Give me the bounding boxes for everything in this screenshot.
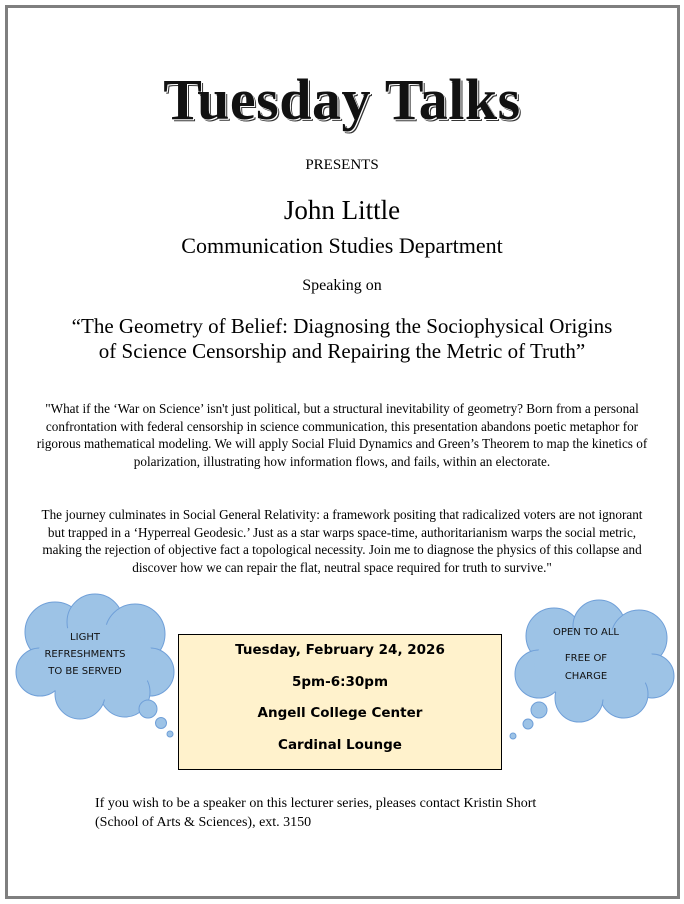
- event-room: Cardinal Lounge: [278, 737, 402, 753]
- event-building: Angell College Center: [257, 705, 423, 721]
- talk-title-line2: of Science Censorship and Repairing the Metric of Truth”: [98, 339, 586, 363]
- talk-title-line1: “The Geometry of Belief: Diagnosing the Sociophysical Origins: [71, 314, 613, 338]
- event-details-box: [178, 634, 502, 770]
- right-cloud-line3: CHARGE: [564, 671, 608, 682]
- footer-line2: (School of Arts & Sciences), ext. 3150: [95, 815, 312, 830]
- event-date: Tuesday, February 24, 2026: [235, 642, 445, 658]
- footer-contact: [95, 794, 635, 832]
- speaker-name: John Little: [283, 195, 401, 225]
- left-cloud-line1: LIGHT: [70, 632, 100, 643]
- left-cloud-text: [30, 629, 140, 680]
- left-cloud-line3: TO BE SERVED: [48, 666, 122, 677]
- presents-label: PRESENTS: [305, 157, 379, 173]
- right-cloud-text: [532, 624, 640, 686]
- right-cloud-line1: OPEN TO ALL: [552, 627, 620, 638]
- speaker-department: Communication Studies Department: [181, 233, 503, 258]
- speaking-on-label: Speaking on: [302, 277, 382, 294]
- right-cloud-line2: FREE OF: [564, 653, 608, 664]
- abstract-paragraph-1: "What if the ‘War on Science’ isn't just political, but a structural inevitability of geometry? Born from a personal confrontation with federal censorship in science communication, this presentation abandons poetic metaphor for rigorous mathematical modeling. We will apply Social Fluid Dynamics and Green’s Theorem to map the kinetics of polarization, illustrating how information flows, and fails, within an electorate.: [36, 401, 648, 469]
- flyer-title: Tuesday Talks: [163, 67, 521, 132]
- footer-line1: If you wish to be a speaker on this lecturer series, pleases contact Kristin Short: [95, 796, 537, 811]
- left-cloud-line2: REFRESHMENTS: [44, 649, 126, 660]
- event-time: 5pm-6:30pm: [291, 674, 389, 690]
- abstract-paragraph-2: The journey culminates in Social General Relativity: a framework positing that radicalized voters are not ignorant but trapped in a ‘Hyperreal Geodesic.’ Just as a star warps space-time, authoritarianism warps the social metric, making the rejection of objective fact a topological necessity. Join me to diagnose the physics of this collapse and discover how we can repair the flat, neutral space required for truth to survive.": [41, 507, 643, 575]
- talk-title: [30, 314, 654, 364]
